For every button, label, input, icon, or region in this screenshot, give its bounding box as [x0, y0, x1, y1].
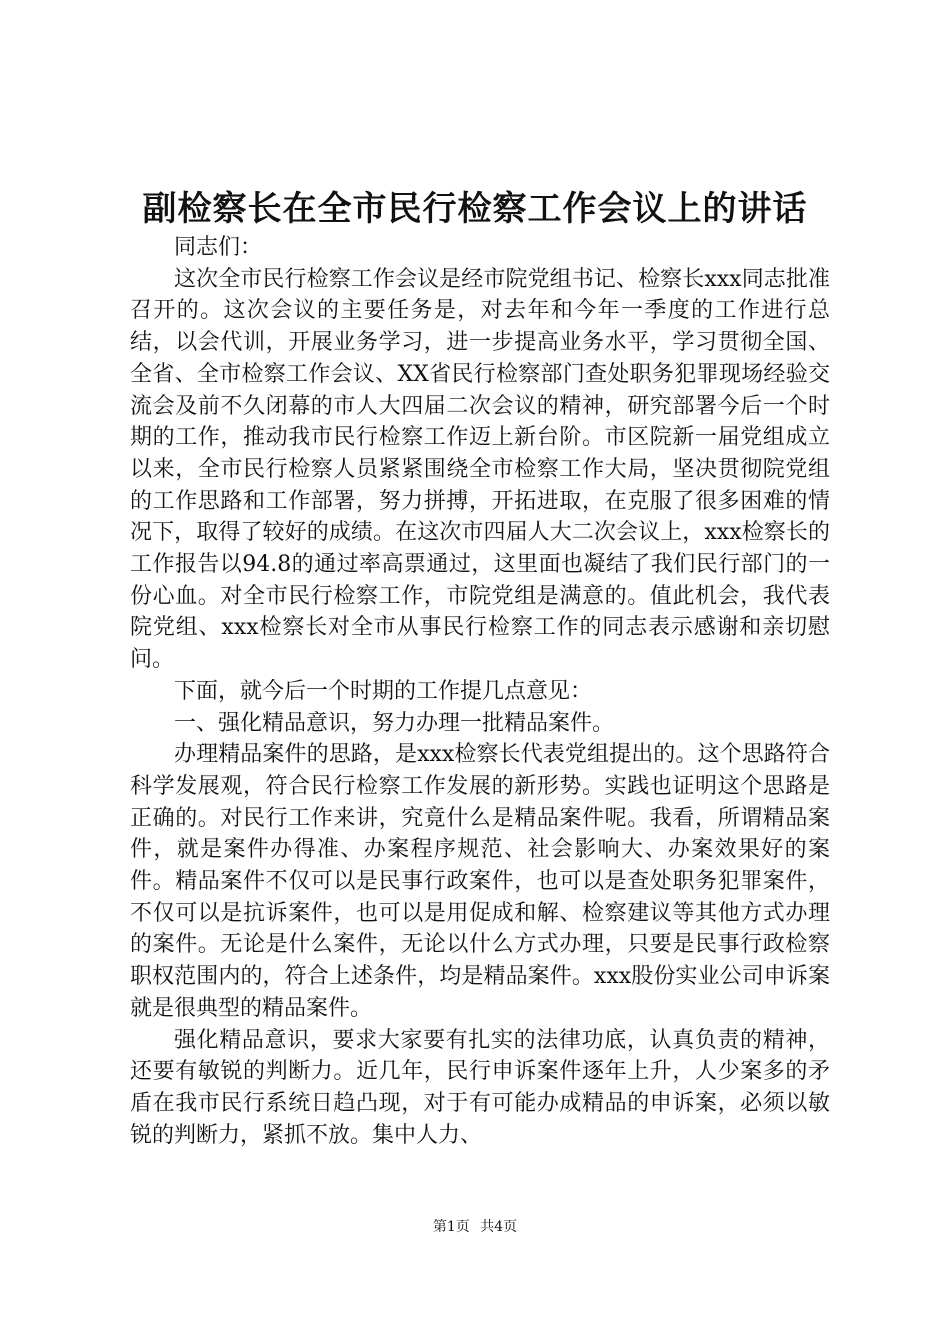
- salutation-paragraph: 同志们：: [174, 235, 263, 260]
- body-paragraph: 办理精品案件的思路，是xxx检察长代表党组提出的。这个思路符合科学发展观，符合民行检察工作发展的新形势。实践也证明这个思路是正确的。对民行工作来讲，究竟什么是精品案件呢。我看，所谓精品案件，就是案件办得准、办案程序规范、社会影响大、办案效果好的案件。精品案件不仅可以是民事行政案件，也可以是查处职务犯罪案件，不仅可以是抗诉案件，也可以是用促成和解、检察建议等其他方式办理的案件。无论是什么案件，无论以什么方式办理，只要是民事行政检察职权范围内的，符合上述条件，均是精品案件。xxx股份实业公司申诉案就是很典型的精品案件。: [130, 742, 830, 1021]
- page-footer: [0, 1217, 950, 1237]
- page-number: 第1页: [432, 1219, 470, 1235]
- section-heading: 一、强化精品意识，努力办理一批精品案件。: [174, 710, 615, 736]
- document-title: 副检察长在全市民行检察工作会议上的讲话: [142, 189, 808, 229]
- body-paragraph: 下面，就今后一个时期的工作提几点意见：: [174, 678, 593, 704]
- document-body: [130, 232, 830, 1151]
- body-paragraph: 这次全市民行检察工作会议是经市院党组书记、检察长xxx同志批准召开的。这次会议的主要任务是，对去年和今年一季度的工作进行总结，以会代训，开展业务学习，进一步提高业务水平，学习贯彻全国、全省、全市检察工作会议、XX省民行检察部门查处职务犯罪现场经验交流会及前不久闭幕的市人大四届二次会议的精神，研究部署今后一个时期的工作，推动我市民行检察工作迈上新台阶。市区院新一届党组成立以来，全市民行检察人员紧紧围绕全市检察工作大局，坚决贯彻院党组的工作思路和工作部署，努力拼搏，开拓进取，在克服了很多困难的情况下，取得了较好的成绩。在这次市四届人大二次会议上，xxx检察长的工作报告以94.8的通过率高票通过，这里面也凝结了我们民行部门的一份心血。对全市民行检察工作，市院党组是满意的。值此机会，我代表院党组、xxx检察长对全市从事民行检察工作的同志表示感谢和亲切慰问。: [130, 266, 830, 673]
- body-paragraph: 强化精品意识，要求大家要有扎实的法律功底，认真负责的精神，还要有敏锐的判断力。近几年，民行申诉案件逐年上升，人少案多的矛盾在我市民行系统日趋凸现，对于有可能办成精品的申诉案，必须以敏锐的判断力，紧抓不放。集中人力、: [130, 1027, 830, 1148]
- page-total: 共4页: [480, 1219, 518, 1235]
